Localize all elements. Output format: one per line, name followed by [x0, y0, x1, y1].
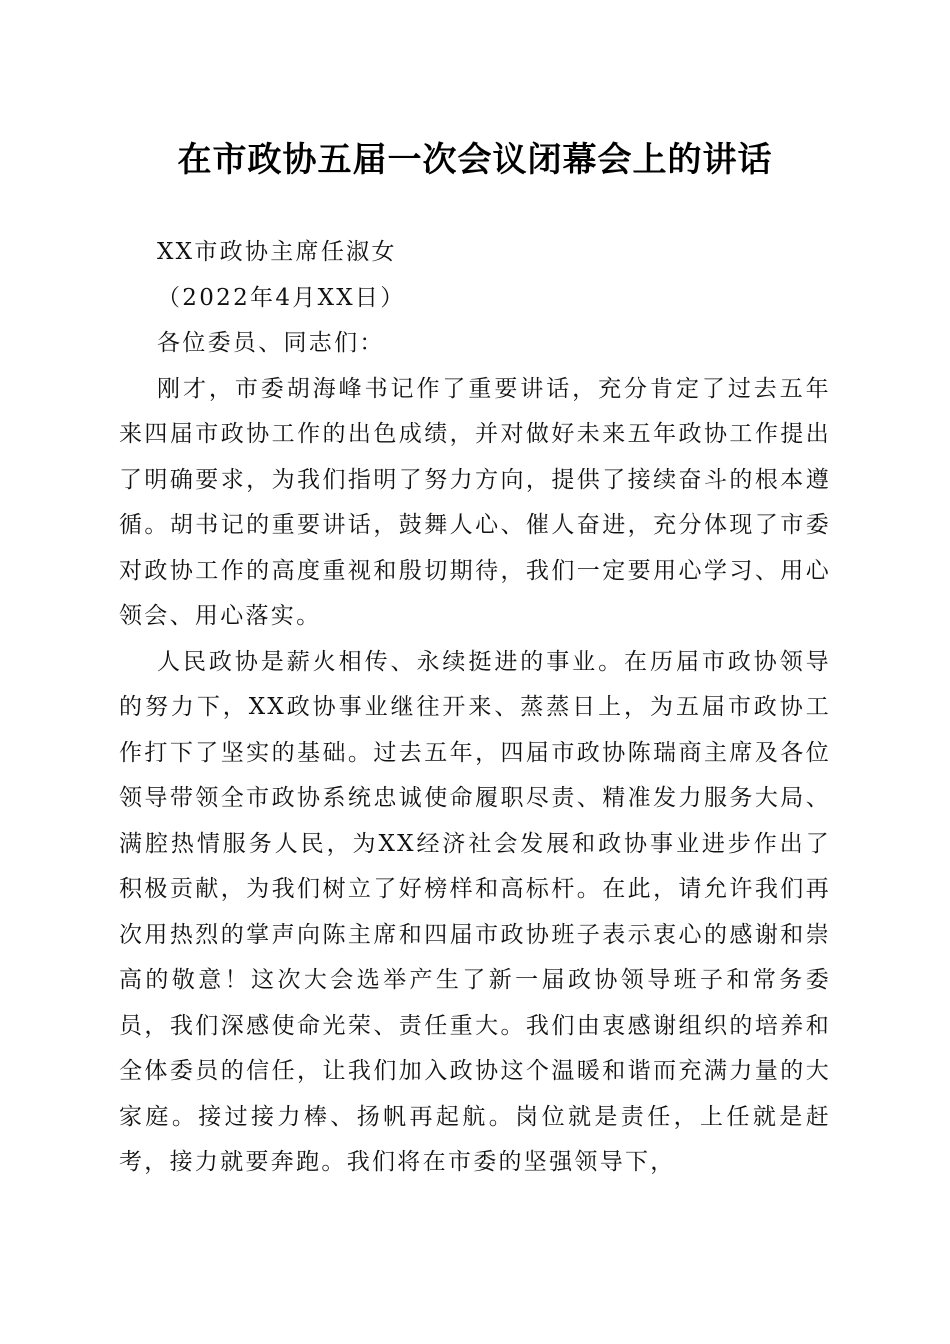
- date-line: （2022年4月XX日）: [157, 284, 406, 311]
- document-body: [119, 230, 831, 1186]
- salutation: 各位委员、同志们：: [157, 330, 385, 356]
- paragraph: 人民政协是薪火相传、永续挺进的事业。在历届市政协领导的努力下，XX政协事业继往开来、蒸蒸日上，为五届市政协工作打下了坚实的基础。过去五年，四届市政协陈瑞商主席及各位领导带领全市政协系统忠诚使命履职尽责、精准发力服务大局、满腔热情服务人民，为XX经济社会发展和政协事业进步作出了积极贡献，为我们树立了好榜样和高标杆。在此，请允许我们再次用热烈的掌声向陈主席和四届市政协班子表示衷心的感谢和崇高的敬意！这次大会选举产生了新一届政协领导班子和常务委员，我们深感使命光荣、责任重大。我们由衷感谢组织的培养和全体委员的信任，让我们加入政协这个温暖和谐而充满力量的大家庭。接过接力棒、扬帆再起航。岗位就是责任，上任就是赶考，接力就要奔跑。我们将在市委的坚强领导下，: [119, 648, 831, 1175]
- document-title: 在市政协五届一次会议闭幕会上的讲话: [177, 140, 773, 180]
- author-line: XX市政协主席任淑女: [157, 239, 397, 265]
- paragraph: 刚才，市委胡海峰书记作了重要讲话，充分肯定了过去五年来四届市政协工作的出色成绩，并对做好未来五年政协工作提出了明确要求，为我们指明了努力方向，提供了接续奋斗的根本遵循。胡书记的重要讲话，鼓舞人心、催人奋进，充分体现了市委对政协工作的高度重视和殷切期待，我们一定要用心学习、用心领会、用心落实。: [119, 375, 831, 629]
